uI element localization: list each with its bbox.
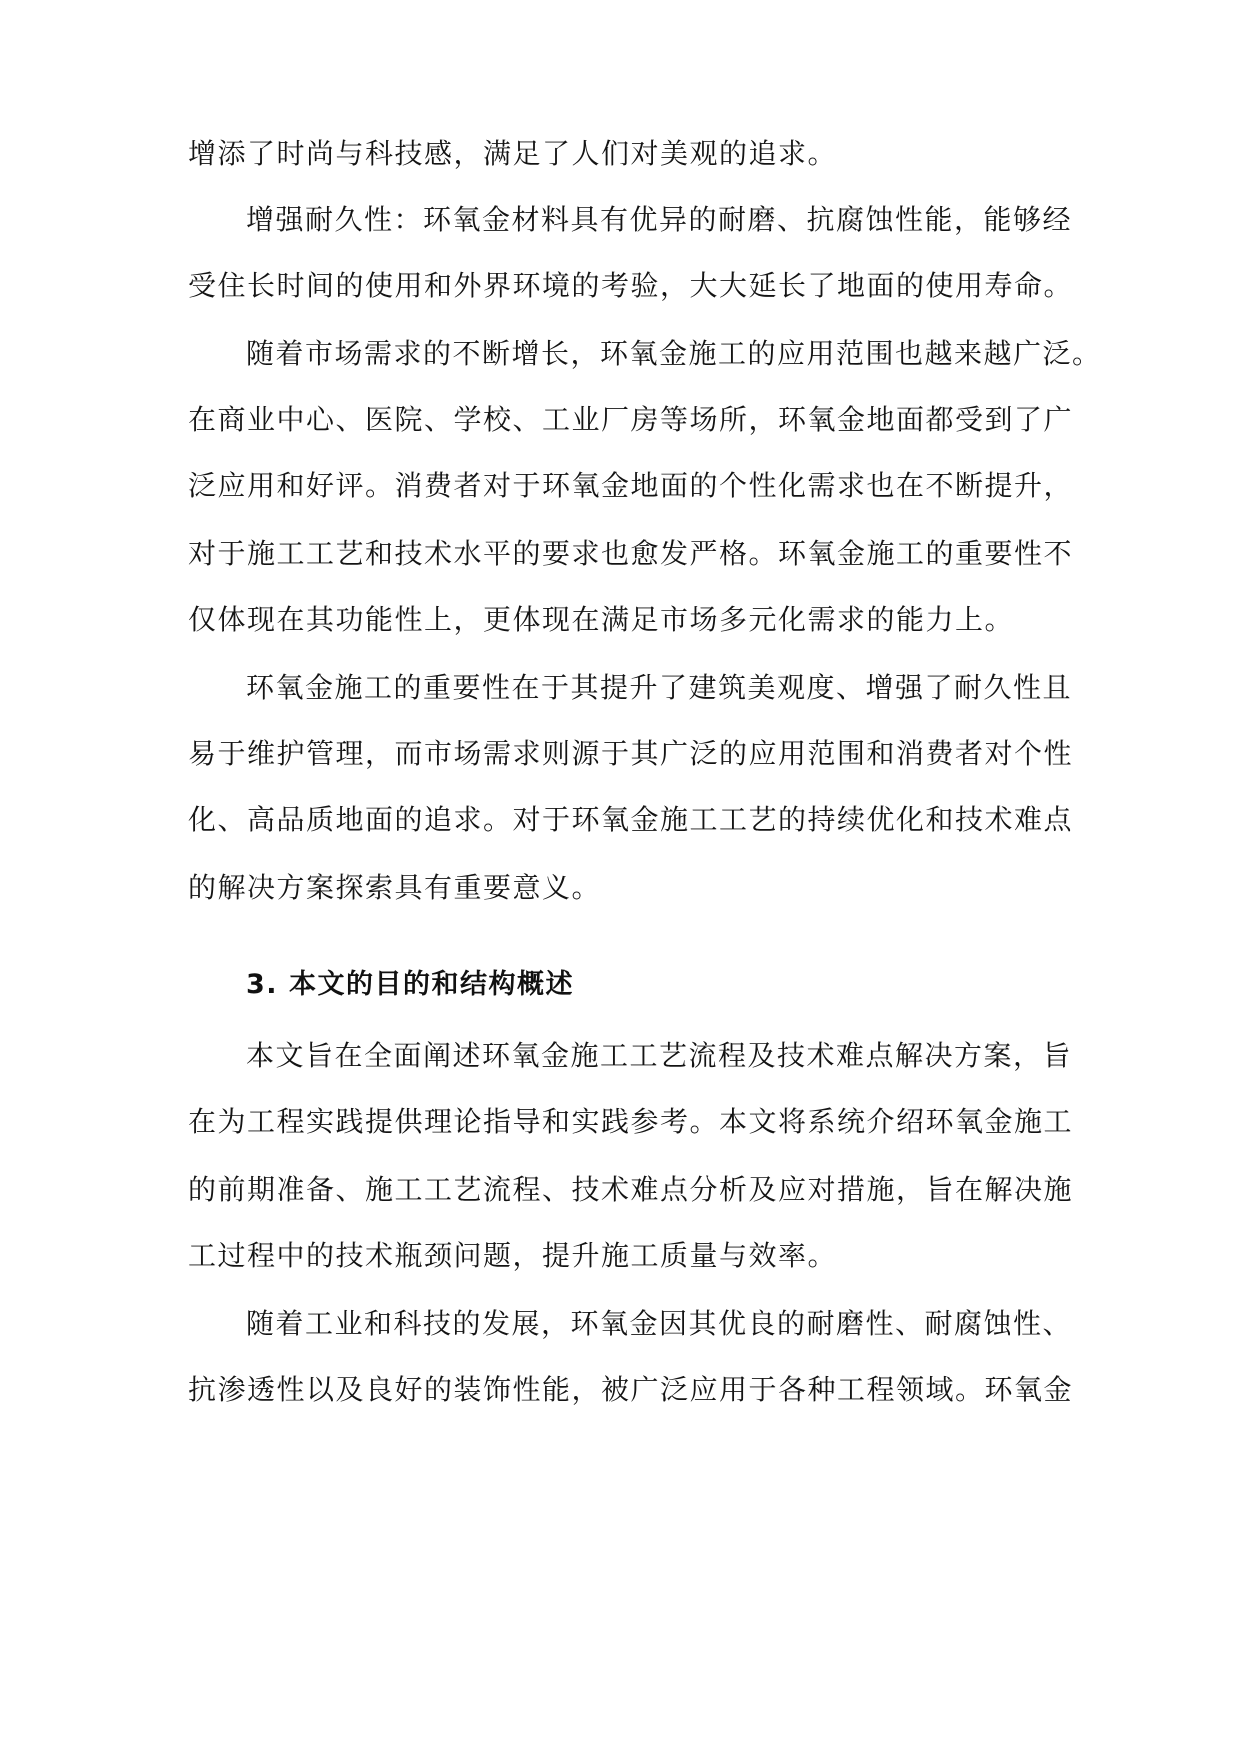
paragraph-line: 工过程中的技术瓶颈问题，提升施工质量与效率。	[188, 1239, 838, 1272]
paragraph-line: 抗渗透性以及良好的装饰性能，被广泛应用于各种工程领域。环氧金	[188, 1373, 1074, 1406]
paragraph-line: 在商业中心、医院、学校、工业厂房等场所，环氧金地面都受到了广	[188, 403, 1074, 436]
paragraph-line: 仅体现在其功能性上，更体现在满足市场多元化需求的能力上。	[188, 603, 1015, 636]
paragraph-line: 受住长时间的使用和外界环境的考验，大大延长了地面的使用寿命。	[188, 269, 1074, 302]
paragraph-line: 本文旨在全面阐述环氧金施工工艺流程及技术难点解决方案，旨	[246, 1039, 1073, 1072]
paragraph-line: 在为工程实践提供理论指导和实践参考。本文将系统介绍环氧金施工	[188, 1105, 1074, 1138]
paragraph-line: 随着工业和科技的发展，环氧金因其优良的耐磨性、耐腐蚀性、	[246, 1307, 1073, 1340]
paragraph-line: 泛应用和好评。消费者对于环氧金地面的个性化需求也在不断提升，	[188, 469, 1074, 502]
paragraph-line: 的解决方案探索具有重要意义。	[188, 871, 602, 904]
section-heading: 3. 本文的目的和结构概述	[246, 969, 574, 1000]
paragraph-line: 易于维护管理，而市场需求则源于其广泛的应用范围和消费者对个性	[188, 737, 1074, 770]
paragraph-line: 随着市场需求的不断增长，环氧金施工的应用范围也越来越广泛。	[246, 337, 1102, 370]
paragraph-line: 化、高品质地面的追求。对于环氧金施工工艺的持续优化和技术难点	[188, 803, 1074, 836]
paragraph-line: 对于施工工艺和技术水平的要求也愈发严格。环氧金施工的重要性不	[188, 537, 1074, 570]
paragraph-line: 增添了时尚与科技感，满足了人们对美观的追求。	[188, 137, 838, 170]
paragraph-line: 环氧金施工的重要性在于其提升了建筑美观度、增强了耐久性且	[246, 671, 1073, 704]
paragraph-line: 的前期准备、施工工艺流程、技术难点分析及应对措施，旨在解决施	[188, 1173, 1074, 1206]
paragraph-line: 增强耐久性：环氧金材料具有优异的耐磨、抗腐蚀性能，能够经	[246, 203, 1073, 236]
